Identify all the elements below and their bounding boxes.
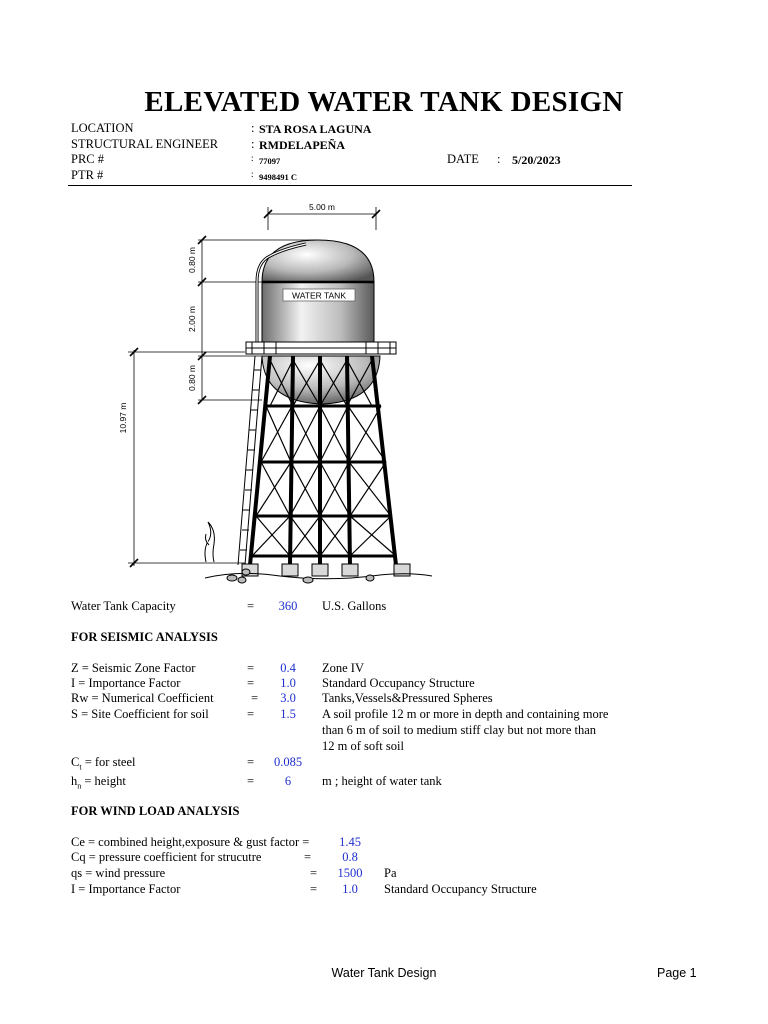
plant-icon xyxy=(205,522,214,562)
seismic-row-label: Z = Seismic Zone Factor xyxy=(71,661,196,675)
wind-row-value: 1.0 xyxy=(342,882,358,896)
dimension-dome-label: 0.80 m xyxy=(187,247,197,273)
wind-row-value: 0.8 xyxy=(342,850,358,864)
prc-value: 77097 xyxy=(259,156,281,166)
dimension-tower-label: 10.97 m xyxy=(118,402,128,434)
tank-dome xyxy=(262,240,374,282)
ptr-colon: : xyxy=(251,169,254,179)
wind-row-label: Ce = combined height,exposure & gust factor = xyxy=(71,835,310,849)
wind-heading: FOR WIND LOAD ANALYSIS xyxy=(71,804,240,818)
footer-title: Water Tank Design xyxy=(331,966,437,980)
hn-desc: m ; height of water tank xyxy=(322,774,442,788)
ct-value: 0.085 xyxy=(273,755,303,769)
seismic-row-value: 1.5 xyxy=(280,707,296,721)
capacity-eq: = xyxy=(247,599,255,613)
page-title: ELEVATED WATER TANK DESIGN xyxy=(144,86,624,118)
prc-label: PRC # xyxy=(71,152,105,166)
ptr-label: PTR # xyxy=(71,168,104,182)
seismic-row-eq: = xyxy=(247,676,255,690)
seismic-row-value: 0.4 xyxy=(280,661,296,675)
date-colon: : xyxy=(497,152,501,166)
ptr-value: 9498491 C xyxy=(259,172,298,182)
wind-row-label: Cq = pressure coefficient for strucutre xyxy=(71,850,262,864)
wind-row-desc: Standard Occupancy Structure xyxy=(384,882,537,896)
wind-row-value: 1500 xyxy=(337,866,363,880)
hn-label: $h_n$ = height xyxy=(71,774,126,791)
tank-label: WATER TANK xyxy=(292,290,346,301)
wind-row-eq: = xyxy=(310,882,318,896)
seismic-row-label: Rw = Numerical Coefficient xyxy=(71,691,214,705)
seismic-row-desc-continued: than 6 m of soil to medium stiff clay but not more than xyxy=(322,723,597,737)
seismic-row-eq: = xyxy=(247,661,255,675)
wind-row-label: qs = wind pressure xyxy=(71,866,166,880)
tank-balcony xyxy=(246,342,396,354)
location-colon: : xyxy=(251,121,255,135)
seismic-row-label: I = Importance Factor xyxy=(71,676,181,690)
capacity-unit: U.S. Gallons xyxy=(322,599,387,613)
wind-row-eq: = xyxy=(310,866,318,880)
date-value: 5/20/2023 xyxy=(512,153,561,167)
seismic-heading: FOR SEISMIC ANALYSIS xyxy=(71,630,218,644)
dimension-width-label: 5.00 m xyxy=(309,202,335,212)
wind-row-eq: = xyxy=(304,850,312,864)
capacity-label: Water Tank Capacity xyxy=(71,599,176,613)
wind-row-desc: Pa xyxy=(384,866,397,880)
seismic-row-value: 1.0 xyxy=(280,676,296,690)
dimension-body-label: 2.00 m xyxy=(187,306,197,332)
engineer-value: RMDELAPEÑA xyxy=(259,138,345,152)
engineer-label: STRUCTURAL ENGINEER xyxy=(71,137,219,151)
seismic-row-desc-continued: 12 m of soft soil xyxy=(322,739,404,753)
seismic-row-eq: = xyxy=(251,691,259,705)
ct-label: $C_t$ = for steel xyxy=(71,755,136,772)
hn-eq: = xyxy=(247,774,255,788)
seismic-row-desc: Standard Occupancy Structure xyxy=(322,676,475,690)
seismic-row-value: 3.0 xyxy=(280,691,296,705)
dimension-bottom-label: 0.80 m xyxy=(187,365,197,391)
hn-value: 6 xyxy=(284,774,292,788)
wind-row-label: I = Importance Factor xyxy=(71,882,181,896)
engineer-colon: : xyxy=(251,137,255,151)
seismic-row-eq: = xyxy=(247,707,255,721)
seismic-row-desc: Tanks,Vessels&Pressured Spheres xyxy=(322,691,493,705)
wind-row-value: 1.45 xyxy=(339,835,361,849)
page-number: Page 1 xyxy=(657,966,697,980)
location-value: STA ROSA LAGUNA xyxy=(259,122,372,136)
location-label: LOCATION xyxy=(71,121,134,135)
seismic-row-desc: A soil profile 12 m or more in depth and containing more xyxy=(322,707,609,721)
ct-eq: = xyxy=(247,755,255,769)
seismic-row-label: S = Site Coefficient for soil xyxy=(71,707,209,721)
capacity-value: 360 xyxy=(278,599,298,613)
prc-colon: : xyxy=(251,153,254,163)
date-label: DATE xyxy=(447,152,479,166)
seismic-row-desc: Zone IV xyxy=(322,661,364,675)
